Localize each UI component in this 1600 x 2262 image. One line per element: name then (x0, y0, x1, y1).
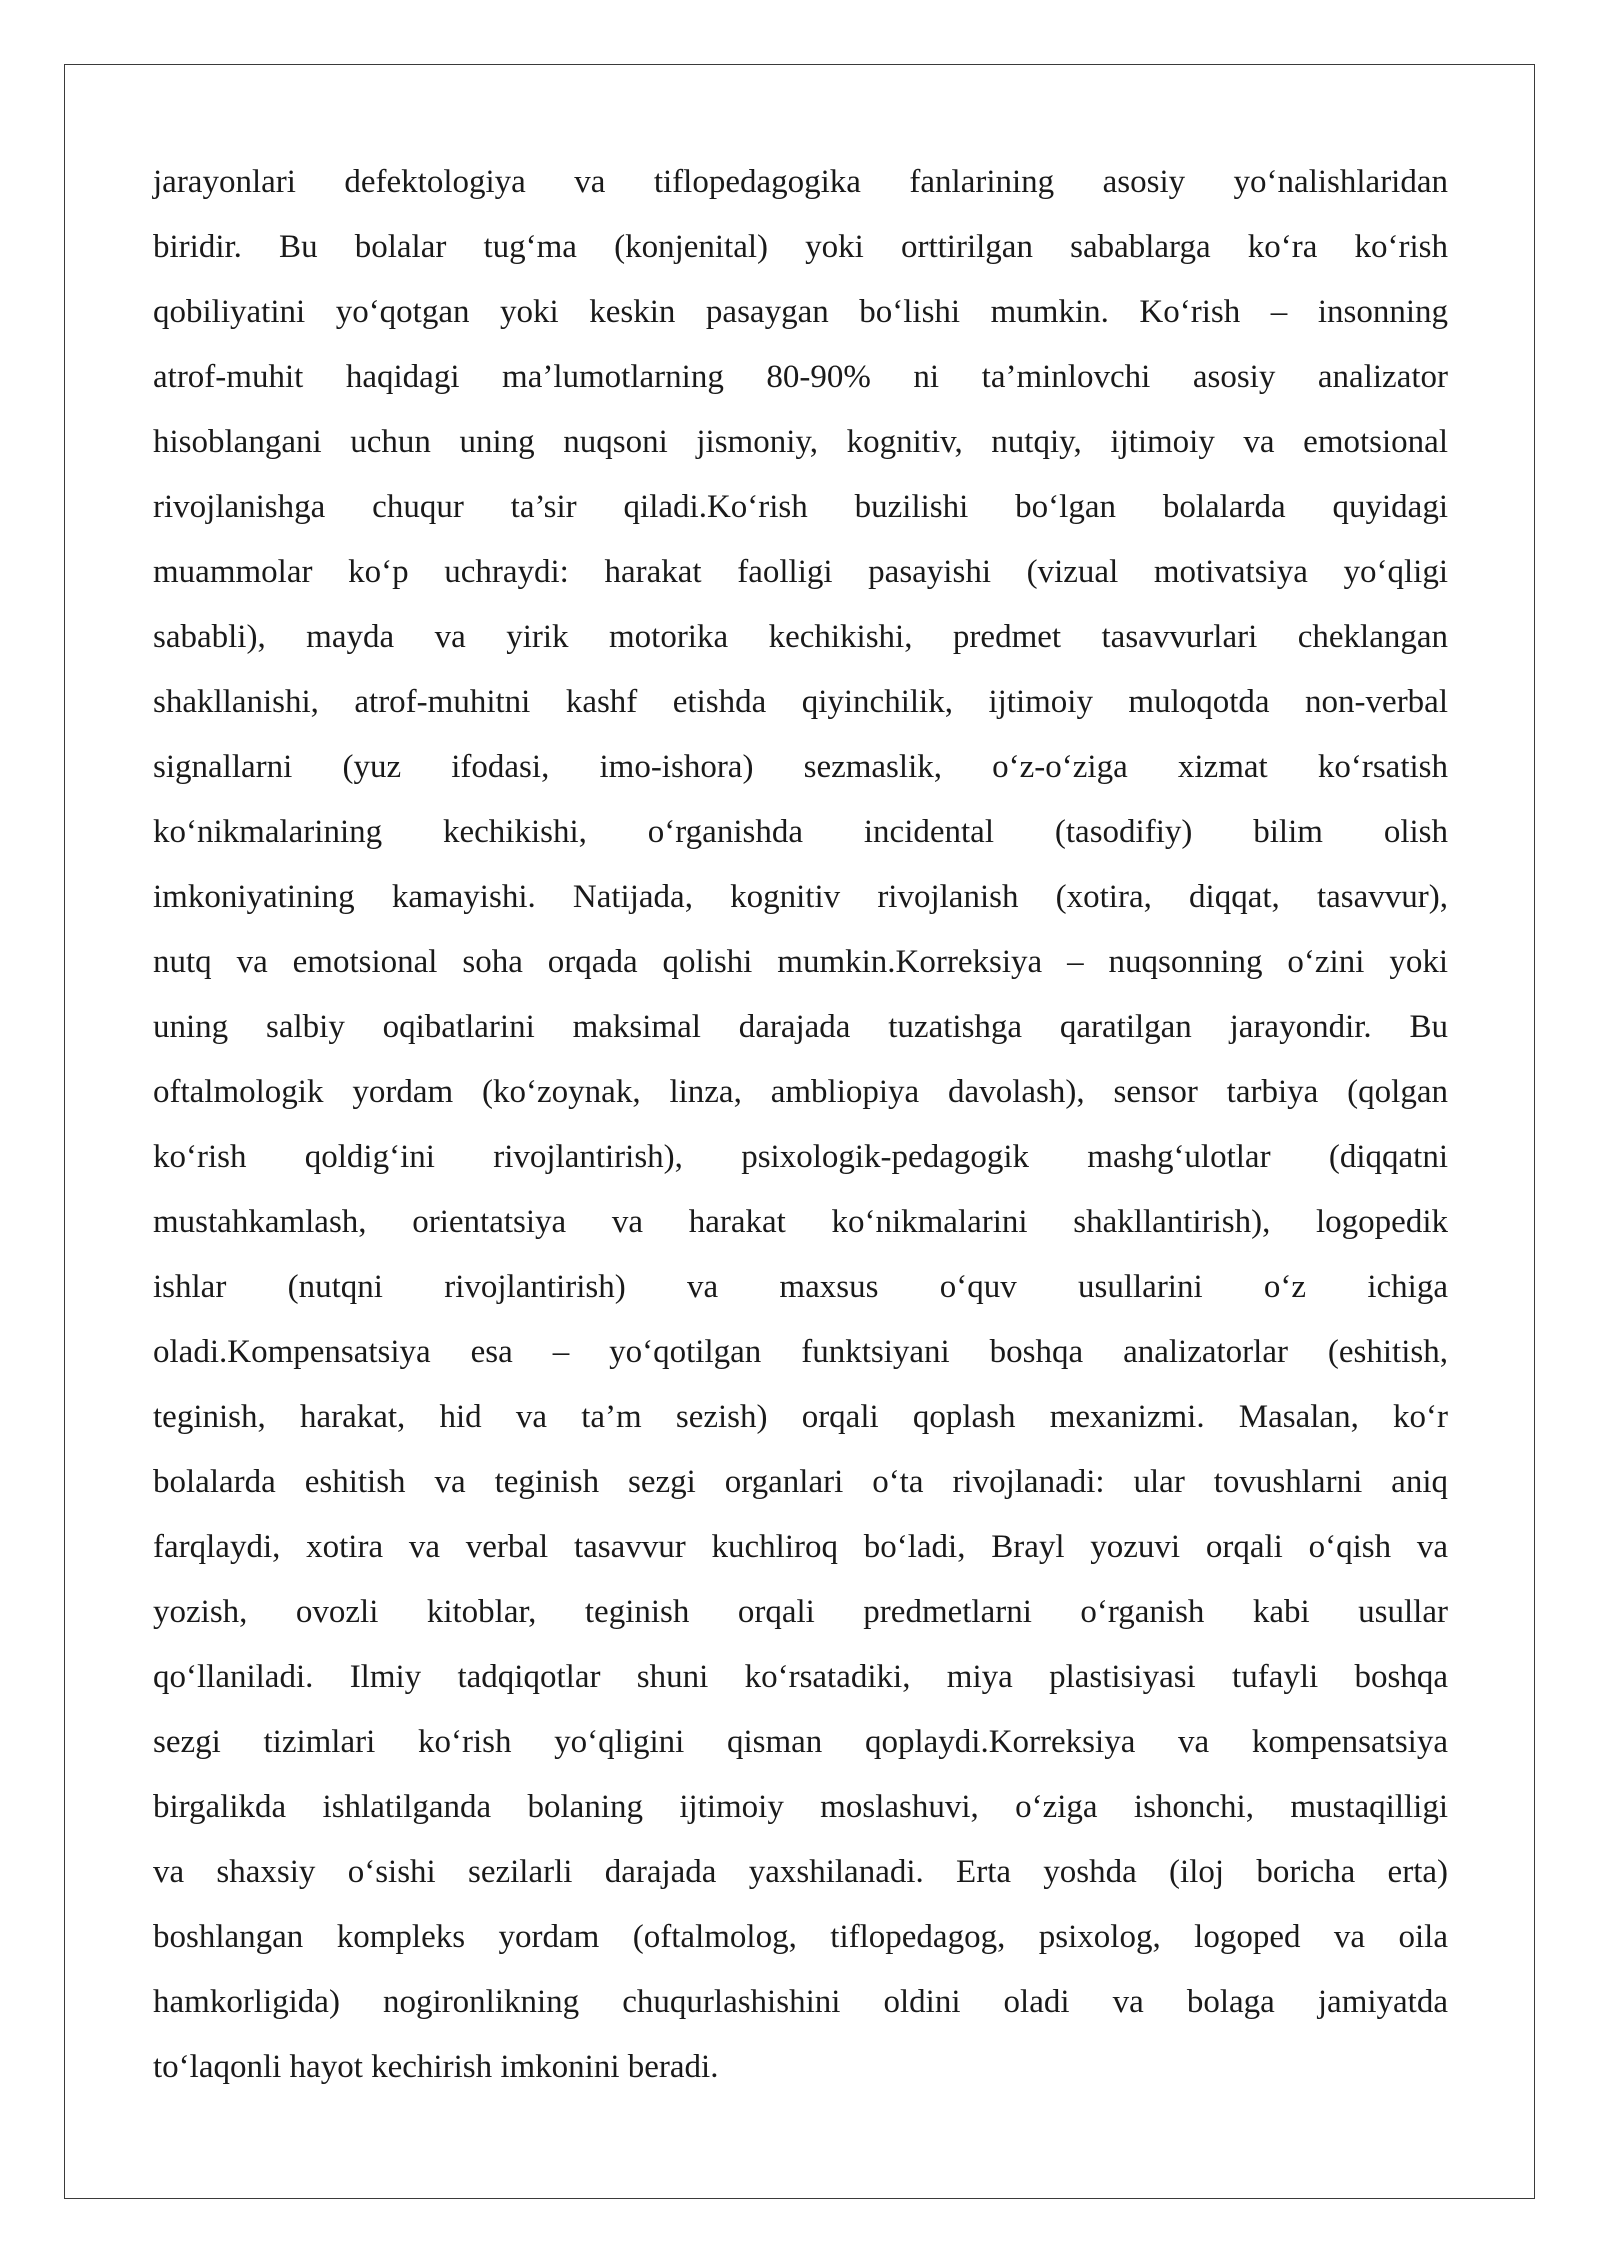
text-line: sezgi tizimlari ko‘rish yo‘qligini qisman qoplaydi.Korreksiya va kompensatsiya (153, 1724, 1448, 1760)
text-line: farqlaydi, xotira va verbal tasavvur kuchliroq bo‘ladi, Brayl yozuvi orqali o‘qish va (153, 1529, 1448, 1565)
text-line: muammolar ko‘p uchraydi: harakat faolligi pasayishi (vizual motivatsiya yo‘qligi (153, 554, 1448, 590)
text-line: nutq va emotsional soha orqada qolishi mumkin.Korreksiya – nuqsonning o‘zini yoki (153, 944, 1448, 980)
text-line: ishlar (nutqni rivojlantirish) va maxsus o‘quv usullarini o‘z ichiga (153, 1269, 1448, 1305)
text-line: hamkorligida) nogironlikning chuqurlashishini oldini oladi va bolaga jamiyatda (153, 1984, 1448, 2020)
text-line: hisoblangani uchun uning nuqsoni jismoniy, kognitiv, nutqiy, ijtimoiy va emotsional (153, 424, 1448, 460)
text-line: teginish, harakat, hid va ta’m sezish) orqali qoplash mexanizmi. Masalan, ko‘r (153, 1399, 1448, 1435)
text-line: biridir. Bu bolalar tug‘ma (konjenital) yoki orttirilgan sabablarga ko‘ra ko‘rish (153, 229, 1448, 265)
text-line: ko‘rish qoldig‘ini rivojlantirish), psixologik-pedagogik mashg‘ulotlar (diqqatni (153, 1139, 1448, 1175)
text-line: imkoniyatining kamayishi. Natijada, kognitiv rivojlanish (xotira, diqqat, tasavvur), (153, 879, 1448, 915)
text-line: qo‘llaniladi. Ilmiy tadqiqotlar shuni ko‘rsatadiki, miya plastisiyasi tufayli boshqa (153, 1659, 1448, 1695)
text-line: va shaxsiy o‘sishi sezilarli darajada yaxshilanadi. Erta yoshda (iloj boricha erta) (153, 1854, 1448, 1890)
text-line: bolalarda eshitish va teginish sezgi organlari o‘ta rivojlanadi: ular tovushlarni aniq (153, 1464, 1448, 1500)
text-line: mustahkamlash, orientatsiya va harakat ko‘nikmalarini shakllantirish), logopedik (153, 1204, 1448, 1240)
text-line: uning salbiy oqibatlarini maksimal darajada tuzatishga qaratilgan jarayondir. Bu (153, 1009, 1448, 1045)
text-line: jarayonlari defektologiya va tiflopedagogika fanlarining asosiy yo‘nalishlaridan (153, 164, 1448, 200)
text-line: qobiliyatini yo‘qotgan yoki keskin pasaygan bo‘lishi mumkin. Ko‘rish – insonning (153, 294, 1448, 330)
text-line: atrof-muhit haqidagi ma’lumotlarning 80-90% ni ta’minlovchi asosiy analizator (153, 359, 1448, 395)
body-text (153, 150, 1448, 2100)
text-line: boshlangan kompleks yordam (oftalmolog, tiflopedagog, psixolog, logoped va oila (153, 1919, 1448, 1955)
text-line: sababli), mayda va yirik motorika kechikishi, predmet tasavvurlari cheklangan (153, 619, 1448, 655)
text-line: oftalmologik yordam (ko‘zoynak, linza, ambliopiya davolash), sensor tarbiya (qolgan (153, 1074, 1448, 1110)
text-line: yozish, ovozli kitoblar, teginish orqali predmetlarni o‘rganish kabi usullar (153, 1594, 1448, 1630)
text-line: ko‘nikmalarining kechikishi, o‘rganishda incidental (tasodifiy) bilim olish (153, 814, 1448, 850)
text-line: signallarni (yuz ifodasi, imo-ishora) sezmaslik, o‘z-o‘ziga xizmat ko‘rsatish (153, 749, 1448, 785)
text-line: shakllanishi, atrof-muhitni kashf etishda qiyinchilik, ijtimoiy muloqotda non-verbal (153, 684, 1448, 720)
text-line: oladi.Kompensatsiya esa – yo‘qotilgan funktsiyani boshqa analizatorlar (eshitish, (153, 1334, 1448, 1370)
text-line: rivojlanishga chuqur ta’sir qiladi.Ko‘rish buzilishi bo‘lgan bolalarda quyidagi (153, 489, 1448, 525)
text-line: birgalikda ishlatilganda bolaning ijtimoiy moslashuvi, o‘ziga ishonchi, mustaqilligi (153, 1789, 1448, 1825)
text-line: to‘laqonli hayot kechirish imkonini beradi. (153, 2049, 719, 2085)
